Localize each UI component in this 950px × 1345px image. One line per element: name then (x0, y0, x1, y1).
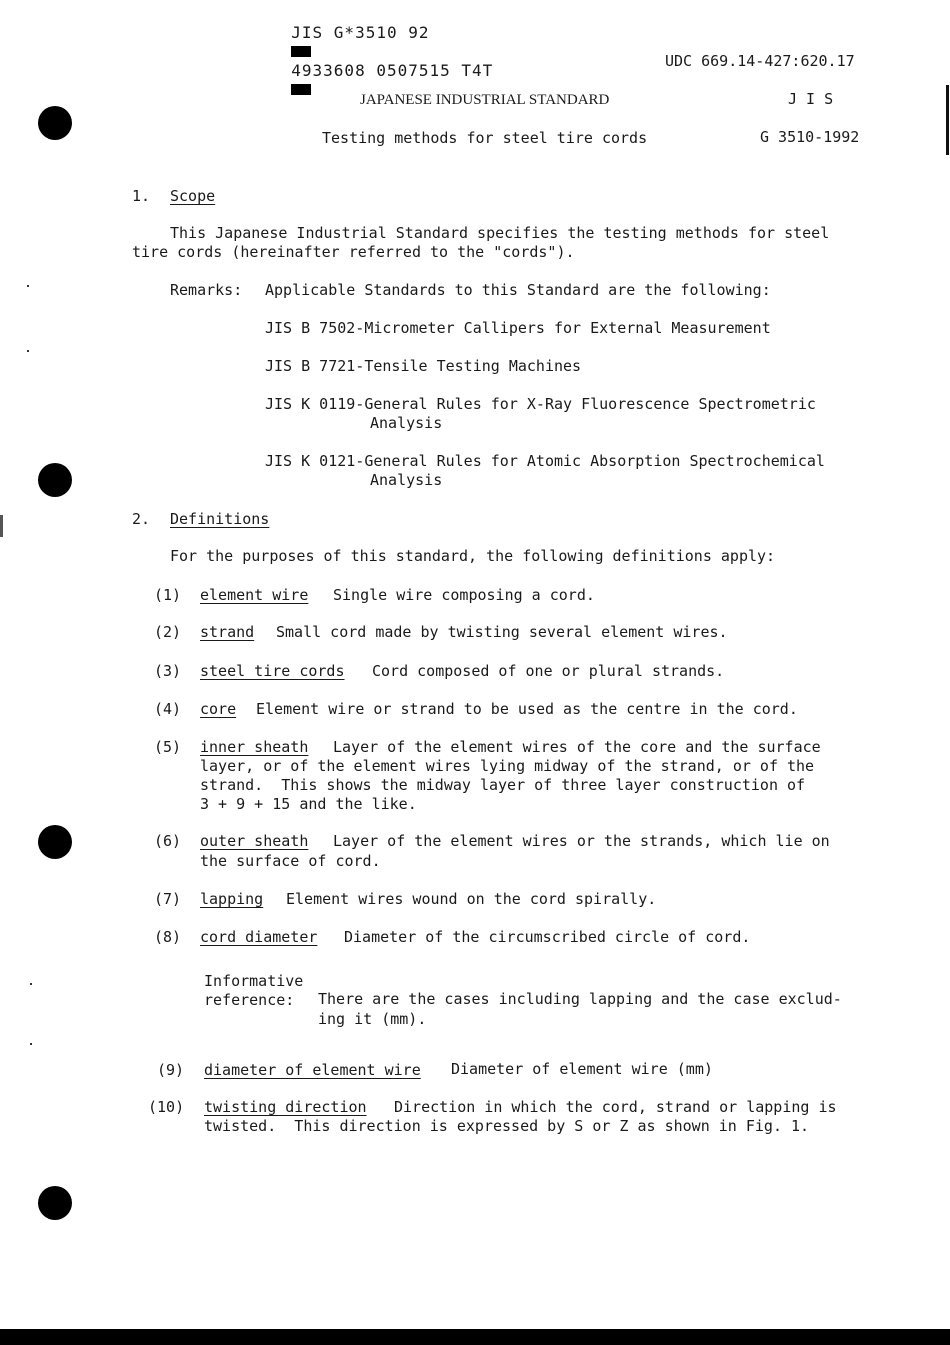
scan-speck (30, 983, 32, 985)
informative-label: Informative (204, 972, 304, 990)
remarks-label: Remarks: (170, 281, 243, 299)
definition-number: (8) (154, 928, 182, 946)
definition-number: (6) (154, 832, 182, 850)
definition-text-cont: layer, or of the element wires lying midway of the strand, or of the (200, 757, 815, 775)
definition-number: (3) (154, 662, 182, 680)
definition-number: (2) (154, 623, 182, 641)
barcode-block (291, 84, 311, 95)
definition-text: Diameter of element wire (mm) (451, 1060, 713, 1078)
definition-text-cont: the surface of cord. (200, 852, 381, 870)
definition-term: inner sheath (200, 738, 309, 756)
scan-edge-mark (946, 85, 949, 155)
definition-term: lapping (200, 890, 264, 908)
definition-text-cont: 3 + 9 + 15 and the like. (200, 795, 417, 813)
informative-label: reference: (204, 991, 295, 1009)
definition-term: element wire (200, 586, 309, 604)
definition-term: outer sheath (200, 832, 309, 850)
scan-speck (30, 1043, 32, 1045)
header-code-middle: 4933608 0507515 T4T (291, 61, 494, 80)
scan-speck (27, 285, 29, 287)
barcode-block (291, 46, 311, 57)
header-code-left: JIS G*3510 92 (291, 23, 430, 42)
standard-title: JAPANESE INDUSTRIAL STANDARD (360, 92, 610, 108)
definition-text: Single wire composing a cord. (333, 586, 595, 604)
definition-text: Layer of the element wires or the strands, which lie on (333, 832, 830, 850)
udc-number: UDC 669.14-427:620.17 (665, 52, 855, 70)
definition-text: Element wires wound on the cord spirally. (286, 890, 657, 908)
section-title-scope: Scope (170, 187, 216, 205)
definition-text: Direction in which the cord, strand or lapping is (394, 1098, 837, 1116)
definition-text: Diameter of the circumscribed circle of cord. (344, 928, 751, 946)
punch-hole-3 (38, 825, 72, 859)
scan-edge-mark-left (0, 515, 3, 537)
reference-standard: JIS B 7502-Micrometer Callipers for External Measurement (265, 319, 771, 337)
definition-number: (9) (157, 1061, 185, 1079)
header-code (270, 4, 493, 99)
document-number: G 3510-1992 (760, 128, 860, 146)
definition-term: diameter of element wire (204, 1061, 421, 1079)
definition-number: (1) (154, 586, 182, 604)
informative-text: There are the cases including lapping and the case exclud- (318, 990, 842, 1008)
scope-paragraph-line: tire cords (hereinafter referred to the "cords"). (132, 243, 575, 261)
definition-number: (4) (154, 700, 182, 718)
definition-number: (5) (154, 738, 182, 756)
definition-term: steel tire cords (200, 662, 345, 680)
definitions-intro: For the purposes of this standard, the following definitions apply: (170, 547, 776, 565)
reference-standard: JIS K 0119-General Rules for X-Ray Fluorescence Spectrometric (265, 395, 816, 413)
definition-term: cord diameter (200, 928, 318, 946)
reference-standard-cont: Analysis (370, 471, 443, 489)
punch-hole-1 (38, 106, 72, 140)
definition-term: twisting direction (204, 1098, 367, 1116)
jis-mark: J I S (788, 90, 834, 108)
section-title-definitions: Definitions (170, 510, 270, 528)
section-number: 2. (132, 510, 151, 528)
reference-standard: JIS K 0121-General Rules for Atomic Absorption Spectrochemical (265, 452, 825, 470)
informative-text-cont: ing it (mm). (318, 1010, 427, 1028)
definition-text: Cord composed of one or plural strands. (372, 662, 725, 680)
reference-standard-cont: Analysis (370, 414, 443, 432)
definition-text: Layer of the element wires of the core and the surface (333, 738, 821, 756)
remarks-text: Applicable Standards to this Standard are the following: (265, 281, 771, 299)
definition-number: (7) (154, 890, 182, 908)
document-title: Testing methods for steel tire cords (322, 129, 648, 147)
definition-term: strand (200, 623, 255, 641)
scan-speck (27, 350, 29, 352)
definition-text: Small cord made by twisting several element wires. (276, 623, 728, 641)
scan-bottom-border (0, 1329, 950, 1345)
reference-standard: JIS B 7721-Tensile Testing Machines (265, 357, 582, 375)
definition-term: core (200, 700, 237, 718)
punch-hole-4 (38, 1186, 72, 1220)
punch-hole-2 (38, 463, 72, 497)
section-number: 1. (132, 187, 151, 205)
scope-paragraph-line: This Japanese Industrial Standard specifies the testing methods for steel (170, 224, 830, 242)
definition-text-cont: twisted. This direction is expressed by S or Z as shown in Fig. 1. (204, 1117, 810, 1135)
definition-number: (10) (148, 1098, 185, 1116)
definition-text-cont: strand. This shows the midway layer of three layer construction of (200, 776, 806, 794)
definition-text: Element wire or strand to be used as the centre in the cord. (256, 700, 798, 718)
